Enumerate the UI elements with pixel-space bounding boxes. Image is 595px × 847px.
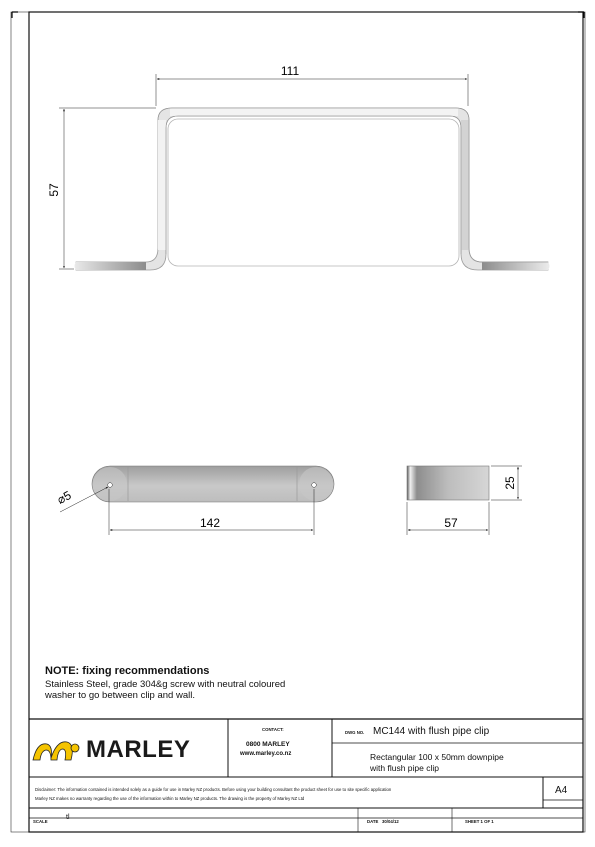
description-line-2: with flush pipe clip (370, 763, 439, 773)
contact-label: CONTACT: (262, 727, 284, 732)
disclaimer-line-2: Marley NZ makes no warranty regarding the use of the information within to Marley NZ products. The drawing is the property of Marley NZ Ltd (35, 796, 305, 801)
top-view-strip (92, 466, 334, 502)
dim-height-side (59, 108, 156, 269)
dim-text-25: 25 (503, 476, 517, 490)
end-view (407, 466, 489, 500)
disclaimer-line-1: Disclaimer: The information contained is intended solely as a guide for use in Marley NZ products. Before using your building consultant the product sheet for use to site specific application (35, 787, 392, 792)
dwg-no: MC144 with flush pipe clip (373, 726, 490, 737)
contact-website: www.marley.co.nz (240, 751, 292, 757)
contact-phone: 0800 MARLEY (246, 741, 290, 748)
dim-text-142: 142 (199, 516, 221, 530)
dim-width-top (156, 74, 468, 106)
scale-value: tl (66, 814, 70, 821)
paper-size: A4 (555, 785, 568, 796)
dim-text-hole: ⌀5 (54, 488, 74, 507)
note-title: NOTE: fixing recommendations (45, 665, 210, 677)
scale-label: SCALE (33, 819, 48, 824)
dim-text-111: 111 (280, 64, 300, 78)
fixing-hole-right (312, 483, 317, 488)
sheet-number: SHEET 1 OF 1 (465, 819, 494, 824)
date-value: 30/04/12 (382, 819, 399, 824)
date-label: DATE (367, 819, 379, 824)
description-line-1: Rectangular 100 x 50mm downpipe (370, 752, 504, 762)
dwg-no-label: DWG NO. (345, 730, 365, 735)
front-view (75, 108, 550, 270)
dim-text-57-vertical: 57 (47, 183, 61, 197)
note-line-1: Stainless Steel, grade 304&g screw with neutral coloured (45, 679, 286, 690)
note-line-2: washer to go between clip and wall. (45, 690, 195, 701)
dim-text-57-end: 57 (444, 516, 458, 530)
marley-logo-icon (31, 736, 81, 764)
fixing-hole-left (108, 483, 113, 488)
company-logo-text: MARLEY (86, 736, 191, 763)
